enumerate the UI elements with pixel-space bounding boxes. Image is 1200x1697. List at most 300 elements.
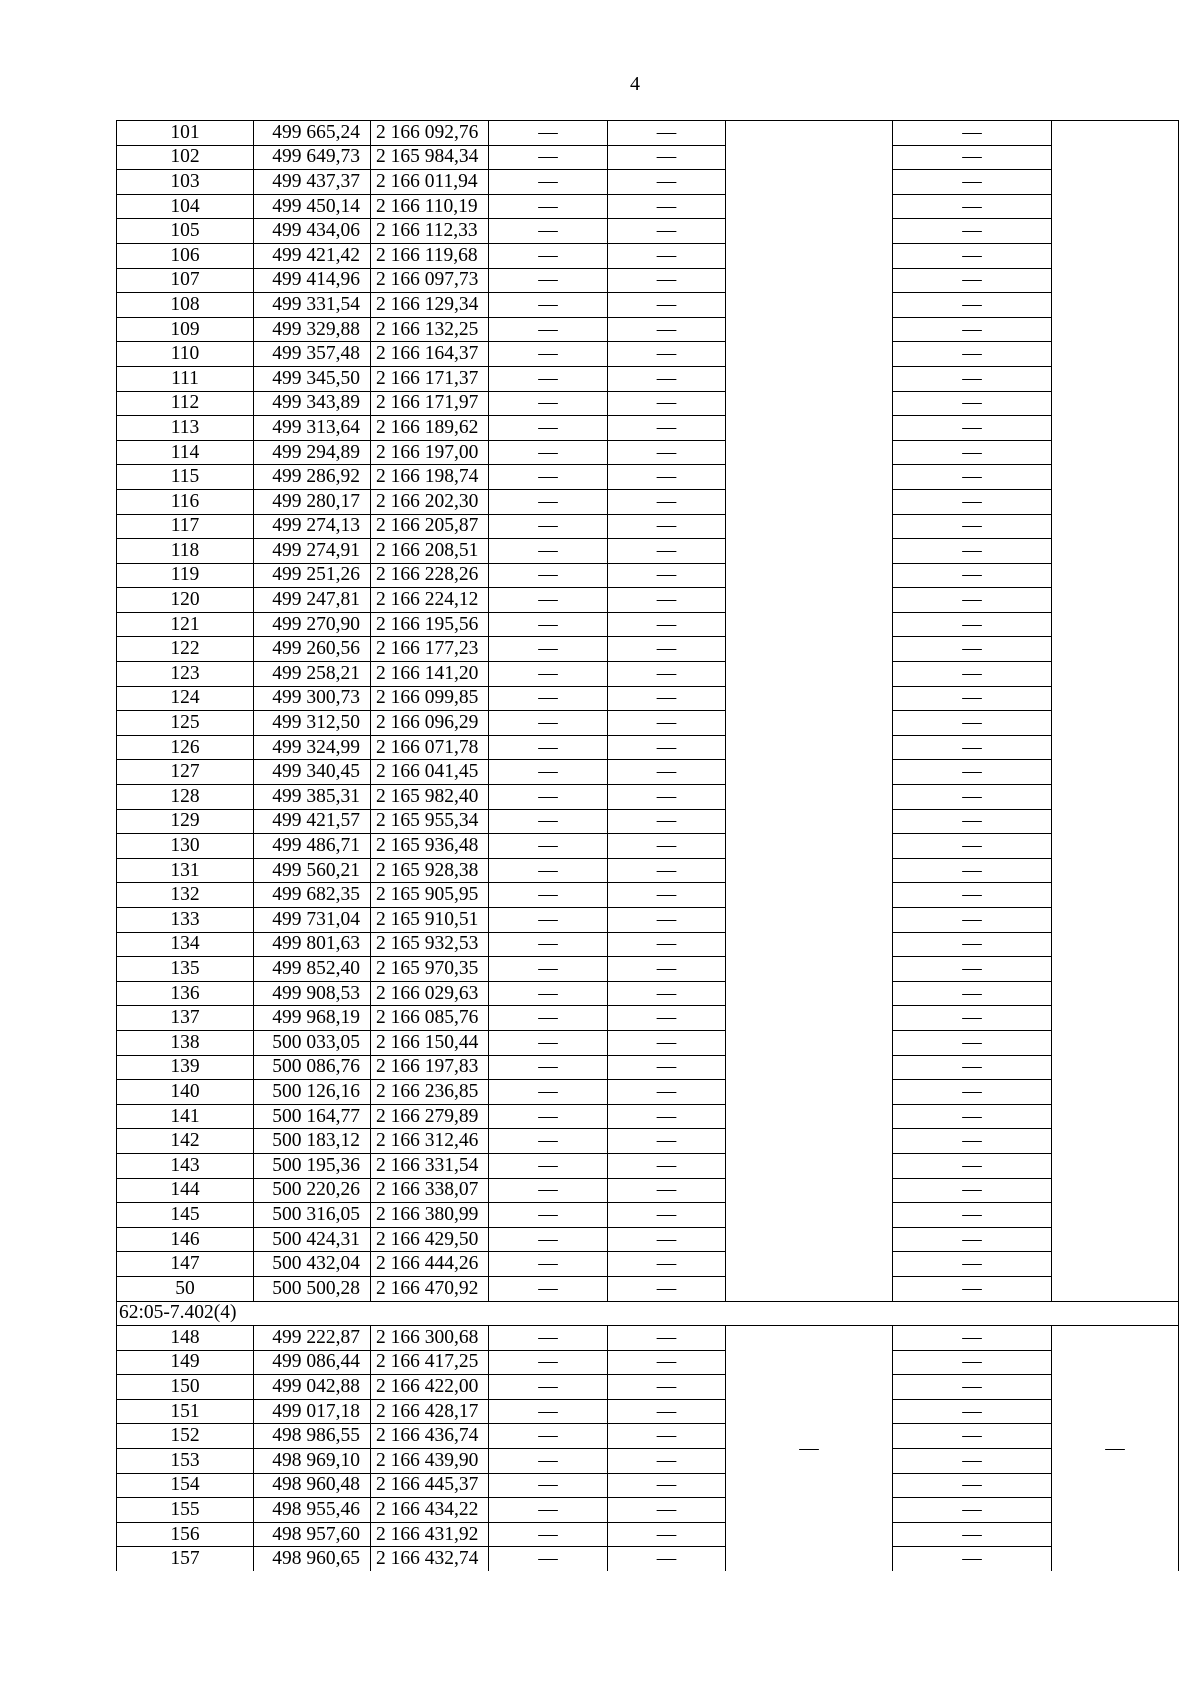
- dash-cell: —: [608, 1375, 726, 1400]
- table-row: [117, 908, 1179, 933]
- dash-cell: —: [608, 1055, 726, 1080]
- point-number-cell: 129: [117, 809, 254, 834]
- point-number-cell: 125: [117, 711, 254, 736]
- x-coordinate-cell: 499 300,73: [254, 686, 371, 711]
- x-coordinate-cell: 499 313,64: [254, 416, 371, 441]
- table-row: [117, 1326, 1179, 1351]
- y-coordinate-cell: 2 166 417,25: [371, 1350, 489, 1375]
- y-coordinate-cell: 2 165 928,38: [371, 858, 489, 883]
- dash-cell: —: [608, 612, 726, 637]
- dash-cell: —: [893, 612, 1052, 637]
- table-row: [117, 1080, 1179, 1105]
- dash-cell: —: [489, 981, 608, 1006]
- y-coordinate-cell: 2 166 428,17: [371, 1399, 489, 1424]
- dash-cell: —: [489, 563, 608, 588]
- point-number-cell: 122: [117, 637, 254, 662]
- y-coordinate-cell: 2 166 380,99: [371, 1203, 489, 1228]
- dash-cell: —: [608, 981, 726, 1006]
- dash-cell: —: [608, 809, 726, 834]
- x-coordinate-cell: 499 294,89: [254, 440, 371, 465]
- table-row: [117, 1178, 1179, 1203]
- x-coordinate-cell: 498 960,48: [254, 1473, 371, 1498]
- section-row: [117, 1301, 1179, 1326]
- table-row: [117, 391, 1179, 416]
- y-coordinate-cell: 2 166 208,51: [371, 539, 489, 564]
- table-row: [117, 416, 1179, 441]
- x-coordinate-cell: 499 017,18: [254, 1399, 371, 1424]
- dash-cell: —: [608, 908, 726, 933]
- dash-cell: —: [608, 588, 726, 613]
- y-coordinate-cell: 2 166 279,89: [371, 1104, 489, 1129]
- point-number-cell: 127: [117, 760, 254, 785]
- y-coordinate-cell: 2 166 429,50: [371, 1227, 489, 1252]
- point-number-cell: 153: [117, 1449, 254, 1474]
- dash-cell: —: [893, 243, 1052, 268]
- dash-cell: —: [893, 1350, 1052, 1375]
- y-coordinate-cell: 2 166 164,37: [371, 342, 489, 367]
- x-coordinate-cell: 499 324,99: [254, 735, 371, 760]
- point-number-cell: 132: [117, 883, 254, 908]
- y-coordinate-cell: 2 166 177,23: [371, 637, 489, 662]
- y-coordinate-cell: 2 166 202,30: [371, 489, 489, 514]
- y-coordinate-cell: 2 166 092,76: [371, 121, 489, 146]
- x-coordinate-cell: 500 126,16: [254, 1080, 371, 1105]
- x-coordinate-cell: 499 260,56: [254, 637, 371, 662]
- dash-cell: —: [608, 293, 726, 318]
- x-coordinate-cell: 499 421,57: [254, 809, 371, 834]
- dash-cell: —: [608, 1399, 726, 1424]
- point-number-cell: 104: [117, 194, 254, 219]
- table-row: [117, 588, 1179, 613]
- dash-cell: —: [489, 1326, 608, 1351]
- dash-cell: —: [608, 1350, 726, 1375]
- dash-cell: —: [608, 932, 726, 957]
- dash-cell: —: [893, 711, 1052, 736]
- dash-cell: —: [608, 465, 726, 490]
- dash-cell: —: [893, 1104, 1052, 1129]
- dash-cell: —: [893, 1129, 1052, 1154]
- dash-cell: —: [489, 514, 608, 539]
- y-coordinate-cell: 2 166 439,90: [371, 1449, 489, 1474]
- y-coordinate-cell: 2 165 932,53: [371, 932, 489, 957]
- point-number-cell: 111: [117, 366, 254, 391]
- y-coordinate-cell: 2 166 029,63: [371, 981, 489, 1006]
- x-coordinate-cell: 499 731,04: [254, 908, 371, 933]
- dash-cell: —: [489, 121, 608, 146]
- point-number-cell: 149: [117, 1350, 254, 1375]
- table-row: [117, 121, 1179, 146]
- x-coordinate-cell: 499 968,19: [254, 1006, 371, 1031]
- table-row: [117, 539, 1179, 564]
- point-number-cell: 135: [117, 957, 254, 982]
- dash-cell: —: [608, 1449, 726, 1474]
- point-number-cell: 141: [117, 1104, 254, 1129]
- dash-cell: —: [489, 1522, 608, 1547]
- dash-cell: —: [489, 489, 608, 514]
- dash-cell: —: [489, 1227, 608, 1252]
- y-coordinate-cell: 2 165 984,34: [371, 145, 489, 170]
- dash-cell: —: [489, 465, 608, 490]
- x-coordinate-cell: 499 414,96: [254, 268, 371, 293]
- x-coordinate-cell: 499 340,45: [254, 760, 371, 785]
- x-coordinate-cell: 499 286,92: [254, 465, 371, 490]
- dash-cell: —: [489, 588, 608, 613]
- coordinates-table-body: [117, 121, 1179, 1572]
- x-coordinate-cell: 499 560,21: [254, 858, 371, 883]
- dash-cell: —: [893, 686, 1052, 711]
- dash-cell: —: [489, 1375, 608, 1400]
- point-number-cell: 144: [117, 1178, 254, 1203]
- y-coordinate-cell: 2 166 195,56: [371, 612, 489, 637]
- dash-cell: —: [489, 243, 608, 268]
- dash-cell: —: [489, 1276, 608, 1301]
- dash-cell: —: [893, 1424, 1052, 1449]
- table-row: [117, 1276, 1179, 1301]
- dash-cell: —: [489, 662, 608, 687]
- dash-cell: —: [608, 1153, 726, 1178]
- x-coordinate-cell: 499 042,88: [254, 1375, 371, 1400]
- y-coordinate-cell: 2 166 197,83: [371, 1055, 489, 1080]
- dash-cell: —: [489, 416, 608, 441]
- table-row: [117, 662, 1179, 687]
- dash-cell: —: [893, 563, 1052, 588]
- dash-cell: —: [489, 1449, 608, 1474]
- dash-cell: —: [893, 981, 1052, 1006]
- point-number-cell: 146: [117, 1227, 254, 1252]
- x-coordinate-cell: 499 421,42: [254, 243, 371, 268]
- dash-cell: —: [489, 293, 608, 318]
- dash-cell: —: [489, 932, 608, 957]
- table-row: [117, 489, 1179, 514]
- point-number-cell: 134: [117, 932, 254, 957]
- point-number-cell: 109: [117, 317, 254, 342]
- table-row: [117, 834, 1179, 859]
- dash-cell: —: [489, 1153, 608, 1178]
- table-row: [117, 1522, 1179, 1547]
- dash-cell: —: [489, 1030, 608, 1055]
- table-row: [117, 760, 1179, 785]
- x-coordinate-cell: 500 033,05: [254, 1030, 371, 1055]
- x-coordinate-cell: 498 957,60: [254, 1522, 371, 1547]
- table-row: [117, 243, 1179, 268]
- dash-cell: —: [608, 1080, 726, 1105]
- dash-cell: —: [489, 760, 608, 785]
- table-row: [117, 268, 1179, 293]
- point-number-cell: 137: [117, 1006, 254, 1031]
- y-coordinate-cell: 2 166 041,45: [371, 760, 489, 785]
- x-coordinate-cell: 499 801,63: [254, 932, 371, 957]
- x-coordinate-cell: 500 432,04: [254, 1252, 371, 1277]
- y-coordinate-cell: 2 166 129,34: [371, 293, 489, 318]
- y-coordinate-cell: 2 166 011,94: [371, 170, 489, 195]
- y-coordinate-cell: 2 166 331,54: [371, 1153, 489, 1178]
- table-row: [117, 1227, 1179, 1252]
- point-number-cell: 139: [117, 1055, 254, 1080]
- table-row: [117, 785, 1179, 810]
- x-coordinate-cell: 499 086,44: [254, 1350, 371, 1375]
- point-number-cell: 130: [117, 834, 254, 859]
- dash-cell: —: [893, 1276, 1052, 1301]
- dash-cell: —: [893, 342, 1052, 367]
- x-coordinate-cell: 499 331,54: [254, 293, 371, 318]
- dash-cell: —: [608, 342, 726, 367]
- dash-cell: —: [608, 514, 726, 539]
- y-coordinate-cell: 2 166 071,78: [371, 735, 489, 760]
- table-row: [117, 465, 1179, 490]
- dash-cell: —: [608, 785, 726, 810]
- dash-cell: —: [608, 711, 726, 736]
- point-number-cell: 102: [117, 145, 254, 170]
- dash-cell: —: [893, 539, 1052, 564]
- dash-cell: —: [608, 1326, 726, 1351]
- dash-cell: —: [608, 219, 726, 244]
- y-coordinate-cell: 2 166 236,85: [371, 1080, 489, 1105]
- point-number-cell: 123: [117, 662, 254, 687]
- table-row: [117, 145, 1179, 170]
- table-row: [117, 612, 1179, 637]
- table-row: [117, 637, 1179, 662]
- y-coordinate-cell: 2 166 422,00: [371, 1375, 489, 1400]
- dash-cell: —: [608, 366, 726, 391]
- dash-cell: —: [608, 1203, 726, 1228]
- y-coordinate-cell: 2 166 189,62: [371, 416, 489, 441]
- x-coordinate-cell: 498 960,65: [254, 1547, 371, 1571]
- dash-cell: —: [893, 809, 1052, 834]
- dash-cell: —: [489, 785, 608, 810]
- point-number-cell: 120: [117, 588, 254, 613]
- table-row: [117, 1473, 1179, 1498]
- y-coordinate-cell: 2 166 112,33: [371, 219, 489, 244]
- y-coordinate-cell: 2 166 119,68: [371, 243, 489, 268]
- dash-cell: —: [893, 1326, 1052, 1351]
- x-coordinate-cell: 500 500,28: [254, 1276, 371, 1301]
- y-coordinate-cell: 2 166 171,37: [371, 366, 489, 391]
- point-number-cell: 121: [117, 612, 254, 637]
- dash-cell: —: [893, 760, 1052, 785]
- dash-cell: —: [489, 194, 608, 219]
- y-coordinate-cell: 2 166 431,92: [371, 1522, 489, 1547]
- y-coordinate-cell: 2 166 228,26: [371, 563, 489, 588]
- x-coordinate-cell: 500 316,05: [254, 1203, 371, 1228]
- dash-cell: —: [608, 1006, 726, 1031]
- table-row: [117, 342, 1179, 367]
- x-coordinate-cell: 499 280,17: [254, 489, 371, 514]
- x-coordinate-cell: 500 220,26: [254, 1178, 371, 1203]
- page-number: 4: [630, 73, 640, 95]
- table-row: [117, 686, 1179, 711]
- y-coordinate-cell: 2 165 982,40: [371, 785, 489, 810]
- dash-cell: —: [489, 219, 608, 244]
- dash-cell: —: [489, 1252, 608, 1277]
- dash-cell: —: [893, 465, 1052, 490]
- dash-cell: —: [489, 637, 608, 662]
- x-coordinate-cell: 499 274,13: [254, 514, 371, 539]
- point-number-cell: 106: [117, 243, 254, 268]
- table-row: [117, 1252, 1179, 1277]
- table-row: [117, 1424, 1179, 1449]
- point-number-cell: 154: [117, 1473, 254, 1498]
- dash-cell: —: [893, 194, 1052, 219]
- x-coordinate-cell: 500 164,77: [254, 1104, 371, 1129]
- dash-cell: —: [893, 1473, 1052, 1498]
- dash-cell: —: [893, 735, 1052, 760]
- dash-cell: —: [489, 883, 608, 908]
- dash-cell: —: [608, 1252, 726, 1277]
- y-coordinate-cell: 2 166 444,26: [371, 1252, 489, 1277]
- x-coordinate-cell: 499 682,35: [254, 883, 371, 908]
- dash-cell: —: [608, 637, 726, 662]
- dash-cell: —: [893, 1030, 1052, 1055]
- dash-cell: —: [608, 1522, 726, 1547]
- point-number-cell: 117: [117, 514, 254, 539]
- y-coordinate-cell: 2 165 910,51: [371, 908, 489, 933]
- x-coordinate-cell: 499 312,50: [254, 711, 371, 736]
- dash-cell: —: [893, 1227, 1052, 1252]
- dash-cell: —: [893, 1055, 1052, 1080]
- point-number-cell: 118: [117, 539, 254, 564]
- dash-cell: —: [608, 1547, 726, 1571]
- dash-cell: —: [893, 1252, 1052, 1277]
- dash-cell: —: [893, 662, 1052, 687]
- dash-cell: —: [893, 366, 1052, 391]
- y-coordinate-cell: 2 166 436,74: [371, 1424, 489, 1449]
- y-coordinate-cell: 2 166 338,07: [371, 1178, 489, 1203]
- dash-cell: —: [893, 1522, 1052, 1547]
- y-coordinate-cell: 2 166 171,97: [371, 391, 489, 416]
- table-row: [117, 932, 1179, 957]
- dash-cell: —: [893, 858, 1052, 883]
- table-row: [117, 1030, 1179, 1055]
- x-coordinate-cell: 499 385,31: [254, 785, 371, 810]
- dash-cell: —: [608, 1104, 726, 1129]
- dash-cell: —: [489, 809, 608, 834]
- dash-cell: —: [489, 170, 608, 195]
- x-coordinate-cell: 500 086,76: [254, 1055, 371, 1080]
- merged-empty-cell: —: [1052, 1326, 1179, 1571]
- y-coordinate-cell: 2 166 110,19: [371, 194, 489, 219]
- point-number-cell: 101: [117, 121, 254, 146]
- dash-cell: —: [489, 612, 608, 637]
- dash-cell: —: [608, 760, 726, 785]
- dash-cell: —: [608, 243, 726, 268]
- y-coordinate-cell: 2 166 096,29: [371, 711, 489, 736]
- table-row: [117, 1055, 1179, 1080]
- dash-cell: —: [608, 1129, 726, 1154]
- point-number-cell: 143: [117, 1153, 254, 1178]
- dash-cell: —: [608, 440, 726, 465]
- section-label: 62:05-7.402(4): [117, 1301, 1179, 1326]
- table-row: [117, 563, 1179, 588]
- dash-cell: —: [489, 735, 608, 760]
- point-number-cell: 126: [117, 735, 254, 760]
- table-row: [117, 366, 1179, 391]
- dash-cell: —: [893, 440, 1052, 465]
- point-number-cell: 136: [117, 981, 254, 1006]
- point-number-cell: 145: [117, 1203, 254, 1228]
- dash-cell: —: [489, 858, 608, 883]
- table-row: [117, 1153, 1179, 1178]
- y-coordinate-cell: 2 166 150,44: [371, 1030, 489, 1055]
- dash-cell: —: [893, 957, 1052, 982]
- table-row: [117, 440, 1179, 465]
- dash-cell: —: [893, 268, 1052, 293]
- dash-cell: —: [489, 1350, 608, 1375]
- dash-cell: —: [608, 1178, 726, 1203]
- dash-cell: —: [489, 1473, 608, 1498]
- y-coordinate-cell: 2 165 936,48: [371, 834, 489, 859]
- dash-cell: —: [893, 1449, 1052, 1474]
- dash-cell: —: [608, 735, 726, 760]
- x-coordinate-cell: 499 345,50: [254, 366, 371, 391]
- point-number-cell: 155: [117, 1498, 254, 1523]
- point-number-cell: 147: [117, 1252, 254, 1277]
- dash-cell: —: [608, 1424, 726, 1449]
- table-row: [117, 735, 1179, 760]
- point-number-cell: 103: [117, 170, 254, 195]
- table-row: [117, 219, 1179, 244]
- table-row: [117, 1547, 1179, 1571]
- point-number-cell: 113: [117, 416, 254, 441]
- x-coordinate-cell: 499 343,89: [254, 391, 371, 416]
- x-coordinate-cell: 500 183,12: [254, 1129, 371, 1154]
- dash-cell: —: [608, 268, 726, 293]
- dash-cell: —: [608, 686, 726, 711]
- point-number-cell: 140: [117, 1080, 254, 1105]
- y-coordinate-cell: 2 166 198,74: [371, 465, 489, 490]
- dash-cell: —: [893, 121, 1052, 146]
- point-number-cell: 107: [117, 268, 254, 293]
- dash-cell: —: [489, 539, 608, 564]
- x-coordinate-cell: 499 274,91: [254, 539, 371, 564]
- x-coordinate-cell: 499 852,40: [254, 957, 371, 982]
- dash-cell: —: [893, 1006, 1052, 1031]
- dash-cell: —: [489, 317, 608, 342]
- table-row: [117, 514, 1179, 539]
- x-coordinate-cell: 499 908,53: [254, 981, 371, 1006]
- dash-cell: —: [608, 883, 726, 908]
- x-coordinate-cell: 500 195,36: [254, 1153, 371, 1178]
- dash-cell: —: [489, 908, 608, 933]
- point-number-cell: 124: [117, 686, 254, 711]
- dash-cell: —: [489, 1498, 608, 1523]
- dash-cell: —: [489, 711, 608, 736]
- table-row: [117, 1399, 1179, 1424]
- point-number-cell: 108: [117, 293, 254, 318]
- table-row: [117, 711, 1179, 736]
- dash-cell: —: [489, 391, 608, 416]
- dash-cell: —: [489, 1104, 608, 1129]
- y-coordinate-cell: 2 166 085,76: [371, 1006, 489, 1031]
- dash-cell: —: [489, 1178, 608, 1203]
- dash-cell: —: [489, 1055, 608, 1080]
- dash-cell: —: [893, 1178, 1052, 1203]
- x-coordinate-cell: 499 247,81: [254, 588, 371, 613]
- dash-cell: —: [893, 391, 1052, 416]
- point-number-cell: 138: [117, 1030, 254, 1055]
- dash-cell: —: [608, 391, 726, 416]
- x-coordinate-cell: 499 437,37: [254, 170, 371, 195]
- dash-cell: —: [489, 1399, 608, 1424]
- table-row: [117, 317, 1179, 342]
- dash-cell: —: [608, 1227, 726, 1252]
- dash-cell: —: [489, 1424, 608, 1449]
- table-row: [117, 1006, 1179, 1031]
- dash-cell: —: [489, 145, 608, 170]
- dash-cell: —: [608, 416, 726, 441]
- table-row: [117, 1375, 1179, 1400]
- dash-cell: —: [608, 1276, 726, 1301]
- dash-cell: —: [489, 268, 608, 293]
